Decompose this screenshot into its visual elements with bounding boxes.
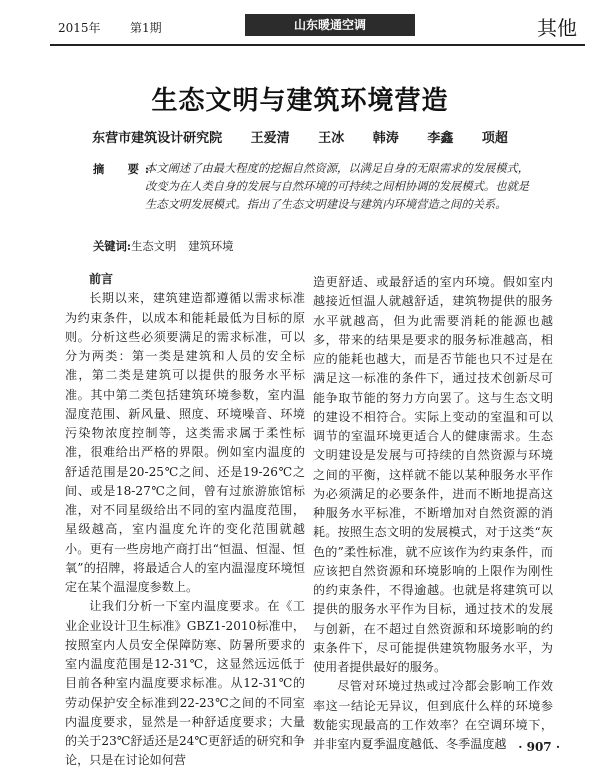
body-column-right: [313, 273, 553, 754]
abstract-text: 本文阐述了由最大程度的挖掘自然资源，以满足自身的无限需求的发展模式，改变为在人类自身的发展与自然环境的可持续之间相协调的发展模式。也就是生态文明发展模式。指出了生态文明建设与建筑内环境营造之间的关系。: [145, 162, 530, 212]
section-heading: 前言: [89, 272, 114, 286]
abstract-label: 摘 要:: [93, 162, 156, 176]
body-column-left: [65, 270, 305, 771]
author-name: 王冰: [318, 131, 345, 146]
abstract: [93, 160, 533, 212]
header-year: 2015年: [58, 21, 101, 35]
header-section: 其他: [537, 16, 577, 40]
header-journal-name: 山东暖通空调: [245, 14, 415, 36]
author-name: 李鑫: [427, 131, 454, 146]
keyword: 生态文明: [131, 240, 177, 253]
body-paragraph: 造更舒适、或最舒适的室内环境。假如室内越接近恒温人就越舒适，建筑物提供的服务水平就越高，但为此需要消耗的能源也越多，带来的结果是要求的服务标准越高，相应的能耗也越大，而是否节能也只不过是在满足这一标准的条件下，通过技术创新尽可能争取节能的努力方向罢了。这与生态文明的建设不相符合。实际上变动的室温和可以调节的室温环境更适合人的健康需求。生态文明建设是发展与可持续的自然资源与环境之间的平衡，这样就不能以某种服务水平作为必须满足的必要条件，进而不断地提高这种服务水平标准，不断增加对自然资源的消耗。按照生态文明的发展模式，对于这类“灰色的”柔性标准，就不应该作为约束条件，而应该把自然资源和环境影响的上限作为刚性的约束条件，不得逾越。也就是将建筑可以提供的服务水平作为目标，通过技术的发展与创新，在不超过自然资源和环境影响的约束条件下，尽可能提供建筑物服务水平，为使用者提供最好的服务。: [313, 275, 553, 674]
keywords-label: 关键词:: [93, 239, 132, 253]
keywords: [93, 237, 533, 256]
author-name: 项超: [481, 131, 508, 146]
body-paragraph: 长期以来，建筑建造都遵循以需求标准为约束条件，以成本和能耗最低为目标的原则。分析这些必须要满足的需求标准，可以分为两类：第一类是建筑和人员的安全标准，第二类是建筑可以提供的服务水平标准。其中第二类包括建筑环境参数，室内温湿度范围、新风量、照度、环境噪音、环境污染物浓度控制等，这类需求属于柔性标准，很难给出严格的界限。例如室内温度的舒适范围是20-25℃之间、还是19-26℃之间、或是18-27℃之间，曾有过旅游旅馆标准，对不同星级给出不同的室内温度范围，星级越高，室内温度允许的变化范围就越小。更有一些房地产商打出“恒温、恒湿、恒氧”的招牌，将最适合人的室内温湿度环境恒定在某个温湿度参数上。: [65, 291, 305, 594]
affiliation: 东营市建筑设计研究院: [92, 131, 223, 146]
body-paragraph: 让我们分析一下室内温度要求。在《工业企业设计卫生标准》GBZ1-2010标准中，按照室内人员安全保障防寒、防暑所要求的室内温度范围是12-31℃，这显然远远低于目前各种室内温度要求标准。从12-31℃的劳动保护安全标准到22-23℃之间的不同室内温度要求，显然是一种舒适度要求；大量的关于23℃舒适还是24℃更舒适的研究和争论，只是在讨论如何营: [65, 599, 305, 768]
author-name: 韩涛: [372, 131, 399, 146]
body-paragraph: 尽管对环境过热或过冷都会影响工作效率这一结论无异议，但到底什么样的环境参数能实现最高的工作效率？在空调环境下，并非室内夏季温度越低、冬季温度越: [313, 679, 553, 751]
keyword: 建筑环境: [188, 240, 234, 253]
author-line: [0, 127, 600, 146]
article-title: 生态文明与建筑环境营造: [151, 86, 449, 116]
page-number: · 907 ·: [518, 740, 560, 754]
author-name: 王爱清: [250, 131, 290, 146]
header-issue: 第1期: [130, 21, 162, 35]
running-header: [50, 6, 585, 46]
